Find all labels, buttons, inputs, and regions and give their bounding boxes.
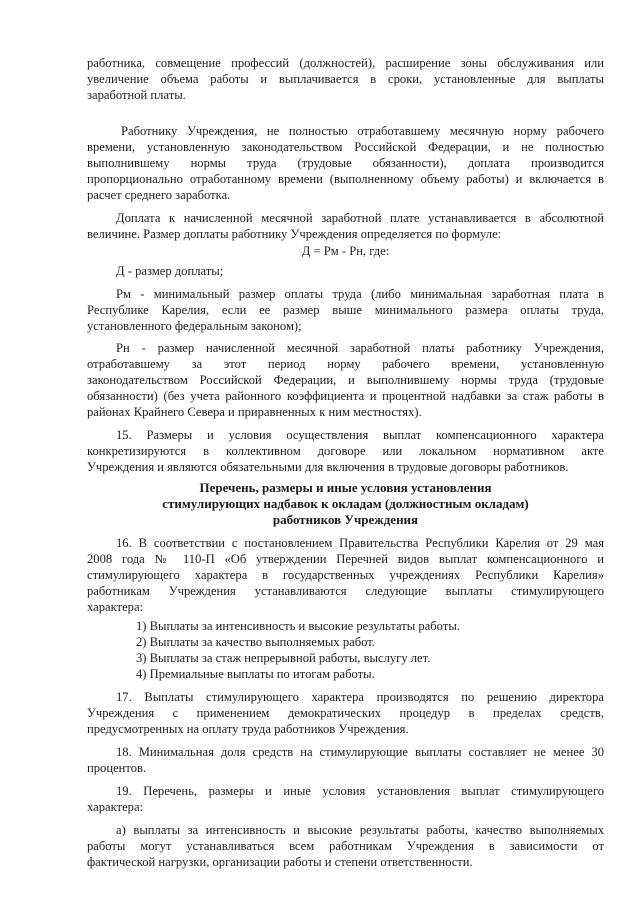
text-line: законодательством Российской Федерации, и выполнившему нормы труда (трудовые	[87, 373, 604, 387]
list-item: 1) Выплаты за интенсивность и высокие результаты работы.	[136, 619, 460, 633]
text-line: работы могут устанавливаться всем работникам Учреждения в зависимости от	[87, 839, 604, 853]
text-line: фактической нагрузки, организации работы и степени ответственности.	[87, 855, 473, 869]
text-line: работника, совмещение профессий (должностей), расширение зоны обслуживания или	[87, 56, 604, 70]
text-line: 19. Перечень, размеры и иные условия установления выплат стимулирующего	[116, 784, 604, 798]
text-line: 15. Размеры и условия осуществления выплат компенсационного характера	[116, 428, 604, 442]
text-line: 17. Выплаты стимулирующего характера производятся по решению директора	[116, 690, 604, 704]
text-line: характера:	[87, 800, 144, 814]
list-item: 4) Премиальные выплаты по итогам работы.	[136, 667, 375, 681]
text-line: установленного федеральным законом);	[87, 319, 302, 333]
text-line: заработной платы.	[87, 88, 186, 102]
formula: Д = Рм - Рн, где:	[301, 244, 390, 258]
section-heading: Перечень, размеры и иные условия установления	[199, 480, 492, 495]
text-line: времени, установленную законодательством Российской Федерации, и не полностью	[87, 140, 604, 154]
text-line: Учреждения с применением демократических процедур в пределах средств,	[87, 706, 604, 720]
text-line: величине. Размер доплаты работнику Учреждения определяется по формуле:	[87, 227, 502, 241]
text-line: районах Крайнего Севера и приравненных к ним местностях).	[87, 405, 422, 419]
text-line: Д - размер доплаты;	[116, 264, 224, 278]
text-line: Работнику Учреждения, не полностью отработавшему месячную норму рабочего	[121, 124, 604, 138]
text-line: Рн - размер начисленной месячной заработной платы работнику Учреждения,	[116, 341, 604, 355]
text-line: обязанности) (без учета районного коэффициента и процентной надбавки за стаж работы в	[87, 389, 604, 403]
text-line: а) выплаты за интенсивность и высокие результаты работы, качество выполняемых	[116, 823, 604, 837]
text-line: Республике Карелия, если ее размер выше минимального размера оплаты труда,	[87, 303, 604, 317]
text-line: характера:	[87, 600, 144, 614]
text-line: отработавшему за этот период норму рабочего времени, установленную	[87, 357, 604, 371]
text-line: Рм - минимальный размер оплаты труда (либо минимальная заработная плата в	[116, 287, 604, 301]
text-line: увеличение объема работы и выплачивается в сроки, установленные для выплаты	[87, 72, 604, 86]
text-line: пропорционально отработанному времени (выполненному объему работы) и включается в	[87, 172, 604, 186]
text-line: Учреждения и являются обязательными для включения в трудовые договоры работников.	[87, 460, 569, 474]
text-line: предусмотренных на оплату труда работников Учреждения.	[87, 722, 409, 736]
text-line: 18. Минимальная доля средств на стимулирующие выплаты составляет не менее 30	[116, 745, 604, 759]
list-item: 3) Выплаты за стаж непрерывной работы, выслугу лет.	[136, 651, 431, 665]
text-line: 16. В соответствии с постановлением Правительства Республики Карелия от 29 мая	[116, 536, 604, 550]
text-line: конкретизируются в коллективном договоре или локальном нормативном акте	[87, 444, 604, 458]
text-line: расчет среднего заработка.	[87, 188, 231, 202]
section-heading: стимулирующих надбавок к окладам (должностным окладам)	[162, 496, 529, 511]
text-line: 2008 года № 110-П «Об утверждении Перечней видов выплат компенсационного и	[87, 552, 604, 566]
text-line: выполнившему нормы труда (трудовые обязанности), доплата производится	[87, 156, 604, 170]
section-heading: работников Учреждения	[272, 512, 419, 527]
text-line: Доплата к начисленной месячной заработной плате устанавливается в абсолютной	[116, 211, 604, 225]
text-line: стимулирующего характера в государственных учреждениях Республики Карелия»	[87, 568, 604, 582]
text-line: работникам Учреждения устанавливаются следующие выплаты стимулирующего	[87, 584, 604, 598]
text-line: процентов.	[87, 761, 147, 775]
list-item: 2) Выплаты за качество выполняемых работ.	[136, 635, 375, 649]
